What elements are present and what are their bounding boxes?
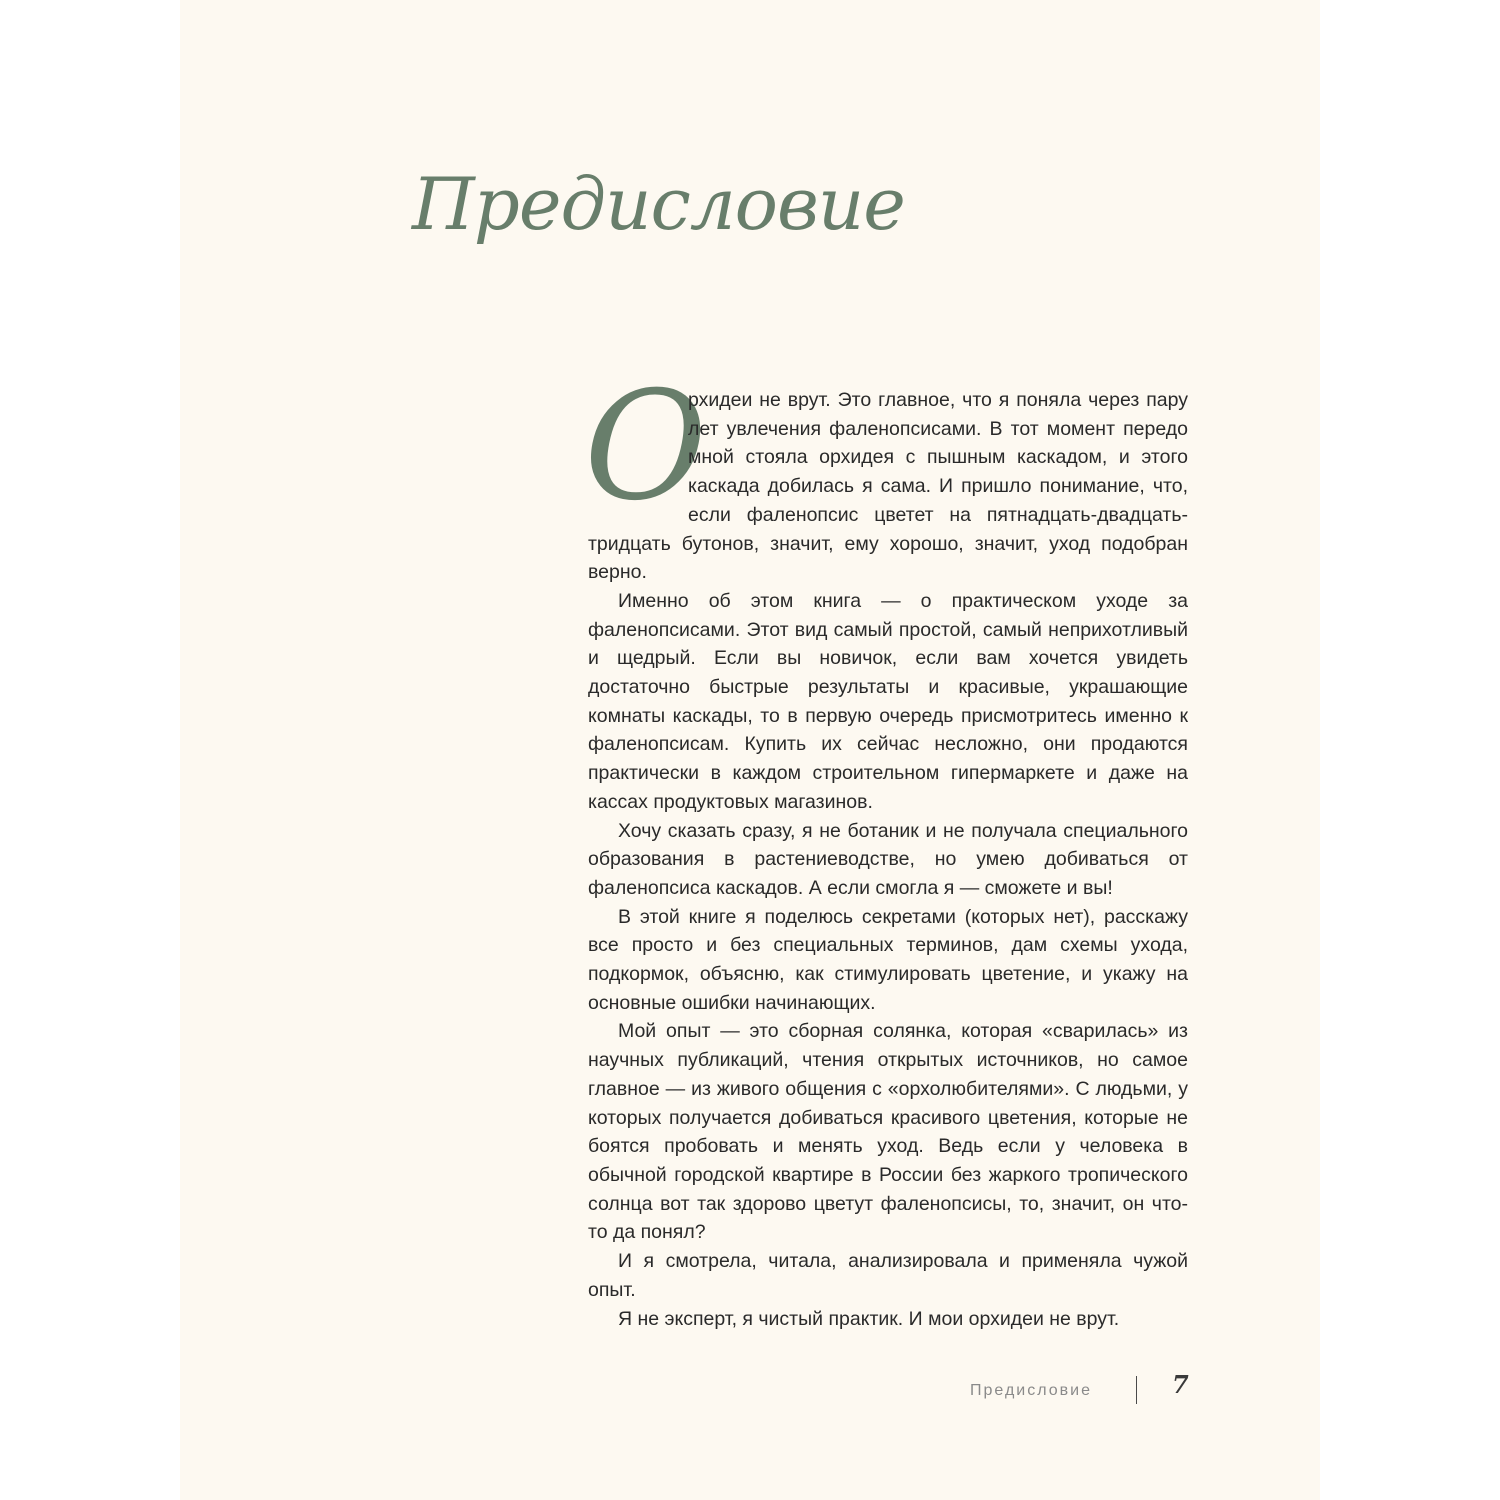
running-head: Предисловие xyxy=(970,1382,1092,1399)
book-page xyxy=(180,0,1320,1500)
page-footer xyxy=(970,1370,1210,1406)
paragraph-3: Хочу сказать сразу, я не ботаник и не получала специального образования в растениеводстве, но умею добиваться от фаленопсиса каскадов. А если смогла я — сможете и вы! xyxy=(588,819,1188,899)
paragraph-6: И я смотрела, читала, анализировала и применяла чужой опыт. xyxy=(588,1250,1188,1301)
paragraph-5: Мой опыт — это сборная солянка, которая «сварилась» из научных публикаций, чтения открытых источников, но самое главное — из живого общения с «орхолюбителями». С людьми, у которых получается добиваться красивого цветения, которые не боятся пробовать и менять уход. Ведь если у человека в обычной городской квартире в России без жаркого тропического солнца вот так здорово цветут фаленопсисы, то, значит, он что-то да понял? xyxy=(588,1020,1188,1244)
paragraph-1-text: рхидеи не врут. Это главное, что я поняла через пару лет увлечения фаленопсисами. В тот момент передо мной стояла орхидея с пышным каскадом, и этого каскада добилась я сама. И пришло понимание, что, если фаленопсис цветет на пятнадцать-двадцать-тридцать бутонов, значит, ему хорошо, значит, уход подобран верно. xyxy=(588,389,1188,584)
chapter-title: Предисловие xyxy=(412,162,905,246)
body-text xyxy=(584,360,1188,1333)
paragraph-1 xyxy=(584,360,1188,587)
paragraph-4: В этой книге я поделюсь секретами (которых нет), расскажу все просто и без специальных терминов, дам схемы ухода, подкормок, объясню, как стимулировать цветение, и укажу на основные ошибки начинающих. xyxy=(588,905,1188,1014)
footer-divider xyxy=(1136,1376,1137,1404)
paragraph-2: Именно об этом книга — о практическом уходе за фаленопсисами. Этот вид самый простой, самый неприхотливый и щедрый. Если вы новичок, если вам хочется увидеть достаточно быстрые результаты и красивые, украшающие комнаты каскады, то в первую очередь присмотритесь именно к фаленопсисам. Купить их сейчас несложно, они продаются практически в каждом строительном гипермаркете и даже на кассах продуктовых магазинов. xyxy=(588,589,1188,813)
drop-cap: О xyxy=(584,360,707,534)
page-number: 7 xyxy=(1172,1370,1189,1399)
paragraph-7: Я не эксперт, я чистый практик. И мои орхидеи не врут. xyxy=(618,1307,1120,1330)
